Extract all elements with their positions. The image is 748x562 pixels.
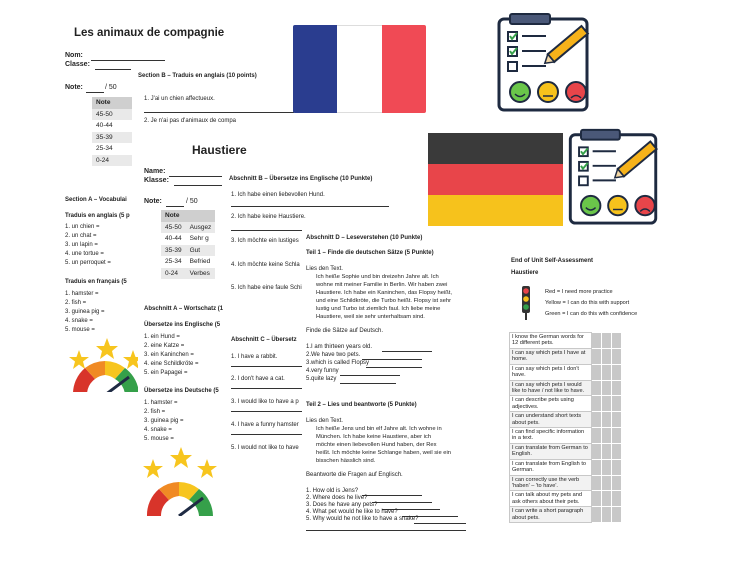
sa-green-cell[interactable] [612, 380, 622, 396]
fr-classe-label: Classe: [65, 61, 90, 68]
de-c-item: 1. I have a rabbit. [231, 354, 278, 360]
sa-legend-item: Yellow = I can do this with support [545, 300, 630, 306]
german-reading-page [302, 228, 472, 536]
fr-sub2-item: 1. hamster = [65, 291, 99, 297]
fr-score-table [92, 97, 132, 166]
sa-red-cell[interactable] [592, 491, 602, 507]
sa-row [510, 507, 622, 523]
de-question: 3. Does he have any pets? [306, 502, 378, 508]
sa-yellow-cell[interactable] [602, 412, 612, 428]
de-title: Haustiere [192, 143, 247, 157]
fr-sub1-item: 5. un perroquet = [65, 260, 111, 266]
sa-red-cell[interactable] [592, 443, 602, 459]
sa-row-text: I can correctly use the verb 'haben' – 'to have'. [510, 475, 592, 491]
sa-row [510, 380, 622, 396]
sa-row-text: I can talk about my pets and ask others about their pets. [510, 491, 592, 507]
de-finde-item: 3.which is called Flopsy [306, 360, 370, 366]
sa-row-text: I can find specific information in a text. [510, 428, 592, 444]
de-grade: Verbes [186, 268, 216, 280]
sa-row-text: I can say which pets I would like to have / not like to have. [510, 380, 592, 396]
sa-row [510, 459, 622, 475]
fr-score: 25-34 [96, 145, 113, 153]
de-score: 0-24 [161, 268, 186, 280]
sa-legend-item: Red = I need more practice [545, 289, 613, 295]
sa-row-text: I can translate from English to German. [510, 459, 592, 475]
de-b-item: 1. Ich habe einen liebevollen Hund. [231, 192, 325, 198]
de-lies: Lies den Text. [306, 266, 343, 272]
de-beantworte: Beantworte die Fragen auf Englisch. [306, 472, 403, 478]
sa-row-text: I can write a short paragraph about pets. [510, 507, 592, 523]
sa-red-cell[interactable] [592, 364, 602, 380]
de-klasse-label: Klasse: [144, 177, 169, 184]
de-sub2-item: 2. fish = [144, 409, 166, 415]
fr-sub2-item: 3. guinea pig = [65, 309, 105, 315]
de-score: 25-34 [165, 258, 182, 266]
sa-title: End of Unit Self-Assessment [511, 258, 594, 264]
sa-row [510, 364, 622, 380]
de-teil2: Teil 2 – Lies und beantworte (5 Punkte) [306, 402, 417, 408]
sa-red-cell[interactable] [592, 428, 602, 444]
sa-yellow-cell[interactable] [602, 364, 612, 380]
de-text1-line: Ich heiße Sophie und bin dreizehn Jahre alt. Ich [316, 274, 439, 280]
sa-row [510, 428, 622, 444]
sa-green-cell[interactable] [612, 364, 622, 380]
de-sub2-item: 3. guinea pig = [144, 418, 184, 424]
de-text2-line: Ich heiße Jens und bin elf Jahre alt. Ich wohne in [316, 426, 442, 432]
fr-note-label: Note: [65, 84, 83, 91]
sa-red-cell[interactable] [592, 348, 602, 364]
de-finde: Finde die Sätze auf Deutsch. [306, 328, 384, 334]
fr-section-a: Section A – Vocabulai [65, 197, 127, 203]
de-text1-line: Haustiere, weil sie sehr unterhaltsam sind. [316, 314, 425, 320]
de-section-d: Abschnitt D – Leseverstehen (10 Punkte) [306, 235, 423, 241]
sa-row-text: I can say which pets I don't have. [510, 364, 592, 380]
de-sub1-item: 5. ein Papagei = [144, 370, 188, 376]
sa-yellow-cell[interactable] [602, 491, 612, 507]
fr-nom-label: Nom: [65, 52, 83, 59]
de-score: 35-39 [161, 245, 186, 257]
fr-score: 40-44 [96, 122, 113, 130]
sa-red-cell[interactable] [592, 396, 602, 412]
de-note-label: Note: [144, 198, 162, 205]
fr-sub1-item: 3. un lapin = [65, 242, 98, 248]
de-c-item: 5. I would not like to have [231, 445, 299, 451]
sa-yellow-cell[interactable] [602, 348, 612, 364]
fr-sub2-item: 5. mouse = [65, 327, 95, 333]
fr-score: 0-24 [92, 155, 132, 167]
de-teil1: Teil 1 – Finde die deutschen Sätze (5 Punkte) [306, 250, 434, 256]
sa-red-cell[interactable] [592, 507, 602, 523]
fr-sub2: Traduis en français (5 [65, 279, 127, 285]
sa-row-text: I can describe pets using adjectives. [510, 396, 592, 412]
german-flag [428, 133, 563, 226]
fr-sub1-item: 4. une tortue = [65, 251, 104, 257]
sa-yellow-cell[interactable] [602, 333, 612, 349]
de-finde-item: 1.I am thirteen years old. [306, 344, 373, 350]
sa-row-text: I can say which pets I have at home. [510, 348, 592, 364]
sa-subtitle: Haustiere [511, 270, 539, 276]
sa-yellow-cell[interactable] [602, 507, 612, 523]
de-question: 5. Why would he not like to have a snake? [306, 516, 419, 522]
sa-row [510, 396, 622, 412]
de-finde-item: 4.very funny [306, 368, 339, 374]
clipboard-feedback-icon [496, 10, 592, 113]
de-score: 40-44 [165, 235, 182, 243]
de-sub1-item: 1. ein Hund = [144, 334, 180, 340]
sa-row [510, 348, 622, 364]
sa-red-cell[interactable] [592, 333, 602, 349]
de-section-b: Abschnitt B – Übersetze ins Englische (10 Punkte) [229, 176, 373, 182]
de-c-item: 2. I don't have a cat. [231, 376, 285, 382]
de-c-item: 4. I have a funny hamster [231, 422, 299, 428]
fr-sub2-item: 2. fish = [65, 300, 87, 306]
de-grade: Ausgez [186, 222, 216, 234]
de-sub2: Übersetze ins Deutsche (5 [144, 388, 219, 394]
sa-green-cell[interactable] [612, 459, 622, 475]
sa-green-cell[interactable] [612, 507, 622, 523]
de-finde-item: 5.quite lazy [306, 376, 337, 382]
de-score-head: Note [161, 210, 186, 222]
de-b-item: 3. Ich möchte ein lustiges [231, 238, 299, 244]
sa-yellow-cell[interactable] [602, 396, 612, 412]
de-out-of: / 50 [186, 198, 198, 205]
sa-green-cell[interactable] [612, 443, 622, 459]
sa-yellow-cell[interactable] [602, 443, 612, 459]
stars-gauge-icon [141, 446, 221, 516]
de-grade: Gut [186, 245, 216, 257]
sa-row [510, 491, 622, 507]
de-text2-line: bisschen hässlich sind. [316, 458, 376, 464]
de-grade: Sehr g [189, 235, 209, 243]
de-sub2-item: 5. mouse = [144, 436, 174, 442]
de-text1-line: wohne mit meiner Familie in Berlin. Wir haben zwei [316, 282, 448, 288]
de-sub2-item: 4. snake = [144, 427, 172, 433]
stars-gauge-icon [67, 337, 147, 392]
de-section-c: Abschnitt C – Übersetz [231, 337, 297, 343]
sa-red-cell[interactable] [592, 412, 602, 428]
de-sub1: Übersetze ins Englische (5 [144, 322, 221, 328]
de-text2-line: München. Ich habe keine Haustiere, aber ich [316, 434, 432, 440]
de-text2-line: heißt. Ich möchte keine Schlange haben, weil sie ein [316, 450, 452, 456]
sa-green-cell[interactable] [612, 348, 622, 364]
fr-score: 35-39 [92, 132, 132, 144]
de-lies2: Lies den Text. [306, 418, 343, 424]
fr-out-of: / 50 [105, 84, 117, 91]
self-assessment-page [505, 250, 670, 550]
clipboard-feedback-icon [566, 126, 662, 226]
sa-row [510, 443, 622, 459]
de-question: 2. Where does he live? [306, 495, 368, 501]
sa-row [510, 333, 622, 349]
sa-green-cell[interactable] [612, 475, 622, 491]
sa-yellow-cell[interactable] [602, 475, 612, 491]
sa-green-cell[interactable] [612, 491, 622, 507]
fr-score-head: Note [92, 97, 132, 109]
sa-green-cell[interactable] [612, 412, 622, 428]
de-b-item: 5. Ich habe eine faule Schi [231, 285, 302, 291]
sa-green-cell[interactable] [612, 428, 622, 444]
sa-yellow-cell[interactable] [602, 428, 612, 444]
de-text2-line: möchte einen liebevollen Hund haben, der Rex [316, 442, 437, 448]
sa-row-text: I can understand short texts about pets. [510, 412, 592, 428]
fr-b-item: 2. Je n'ai pas d'animaux de compa [144, 118, 237, 124]
sa-table [509, 332, 622, 523]
sa-legend-item: Green = I can do this with confidence [545, 311, 638, 317]
sa-yellow-cell[interactable] [602, 459, 612, 475]
de-sub2-item: 1. hamster = [144, 400, 178, 406]
de-grade: Befried [189, 258, 211, 266]
fr-section-b: Section B – Traduis en anglais (10 points) [138, 73, 257, 79]
traffic-light-icon [519, 286, 533, 320]
sa-green-cell[interactable] [612, 333, 622, 349]
de-c-item: 3. I would like to have a p [231, 399, 299, 405]
de-section-a: Abschnitt A – Wortschatz (1 [144, 306, 224, 312]
fr-title: Les animaux de compagnie [74, 27, 225, 39]
de-finde-item: 2.We have two pets. [306, 352, 361, 358]
de-sub1-item: 2. eine Katze = [144, 343, 185, 349]
de-name-label: Name: [144, 168, 166, 175]
sa-row-text: I can translate from German to English. [510, 443, 592, 459]
de-question: 1. How old is Jens? [306, 488, 359, 494]
sa-yellow-cell[interactable] [602, 380, 612, 396]
de-question: 4. What pet would he like to have? [306, 509, 398, 515]
fr-score: 45-50 [92, 109, 132, 121]
sa-red-cell[interactable] [592, 380, 602, 396]
de-text1-line: und eine Schildkröte, die Turbo heißt. Flopsy ist sehr [316, 298, 452, 304]
de-b-item: 2. Ich habe keine Haustiere. [231, 214, 306, 220]
de-sub1-item: 3. ein Kaninchen = [144, 352, 194, 358]
fr-sub1-item: 1. un chien = [65, 224, 100, 230]
de-sub1-item: 4. eine Schildkröte = [144, 361, 199, 367]
sa-row [510, 475, 622, 491]
de-text1-line: lustig und Turbo ist ziemlich faul. Ich liebe meine [316, 306, 441, 312]
sa-row [510, 412, 622, 428]
de-text1-line: Haustiere. Ich habe ein Kaninchen, das Flopsy heißt, [316, 290, 452, 296]
de-b-item: 4. Ich möchte keine Schla [231, 262, 300, 268]
fr-b-item: 1. J'ai un chien affectueux. [144, 96, 215, 102]
de-score-table [161, 210, 215, 279]
sa-red-cell[interactable] [592, 459, 602, 475]
sa-red-cell[interactable] [592, 475, 602, 491]
fr-sub2-item: 4. snake = [65, 318, 93, 324]
sa-green-cell[interactable] [612, 396, 622, 412]
fr-sub1: Traduis en anglais (5 p [65, 213, 130, 219]
fr-sub1-item: 2. un chat = [65, 233, 97, 239]
french-flag [293, 25, 426, 113]
sa-row-text: I know the German words for 12 different pets. [510, 333, 592, 349]
de-score: 45-50 [161, 222, 186, 234]
